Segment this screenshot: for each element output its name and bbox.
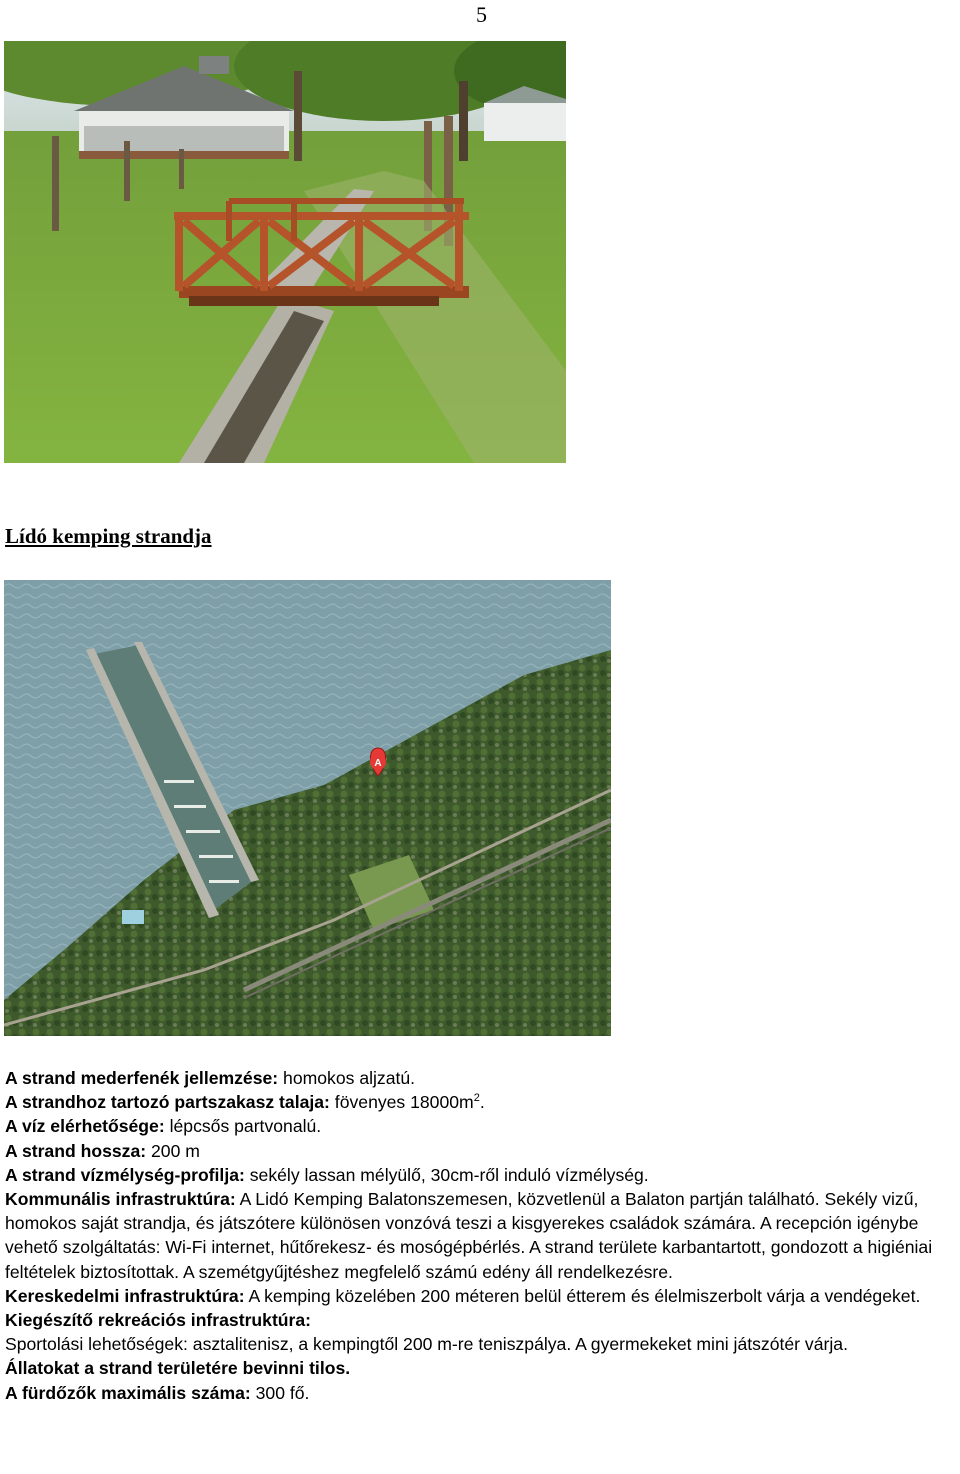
line-communal-infrastructure: Kommunális infrastruktúra: A Lidó Kemping Balatonszemesen, közvetlenül a Balaton partján található. Sekély vizű, homokos saját strandja, és játszótere különösen vonzóvá teszi a kisgyerekes családok számára. A recepción igénybe vehető szolgáltatás: Wi-Fi internet, hűtőrekesz- és mosógépbérlés. A strand területe karbantartott, gondozott a higiéniai feltételek biztosítottak. A szemétgyűjtéshez megfelelő számú edény áll rendelkezésre. (5, 1189, 933, 1282)
line-depth-profile: A strand vízmélység-profilja: sekély lassan mélyülő, 30cm-ről induló vízmélység. (5, 1164, 649, 1185)
line-beach-length: A strand hossza: 200 m (5, 1140, 200, 1161)
page-number: 5 (476, 2, 487, 27)
campsite-photo (4, 41, 566, 463)
line-shore-soil: A strandhoz tartozó partszakasz talaja: fövenyes $18000m^2$. (5, 1092, 485, 1113)
beach-description (5, 1066, 957, 1405)
line-recreation-heading: Kiegészítő rekreációs infrastruktúra: (5, 1310, 312, 1331)
line-no-animals: Állatokat a strand területére bevinni tilos. (5, 1358, 351, 1379)
section-title: Lídó kemping strandja (5, 524, 212, 548)
satellite-map (4, 580, 611, 1036)
line-water-access: A víz elérhetősége: lépcsős partvonalú. (5, 1116, 322, 1137)
map-marker-label: A (374, 758, 382, 769)
line-recreation-text: Sportolási lehetőségek: asztalitenisz, a kempingtől 200 m-re teniszpálya. A gyermekeket mini játszótér várja. (5, 1334, 848, 1355)
line-max-bathers: A fürdőzők maximális száma: 300 fő. (5, 1382, 310, 1403)
line-commercial-infrastructure: Kereskedelmi infrastruktúra: A kemping közelében 200 méteren belül étterem és élelmiszerbolt várja a vendégeket. (5, 1285, 921, 1306)
line-riverbed: A strand mederfenék jellemzése: homokos aljzatú. (5, 1068, 416, 1088)
